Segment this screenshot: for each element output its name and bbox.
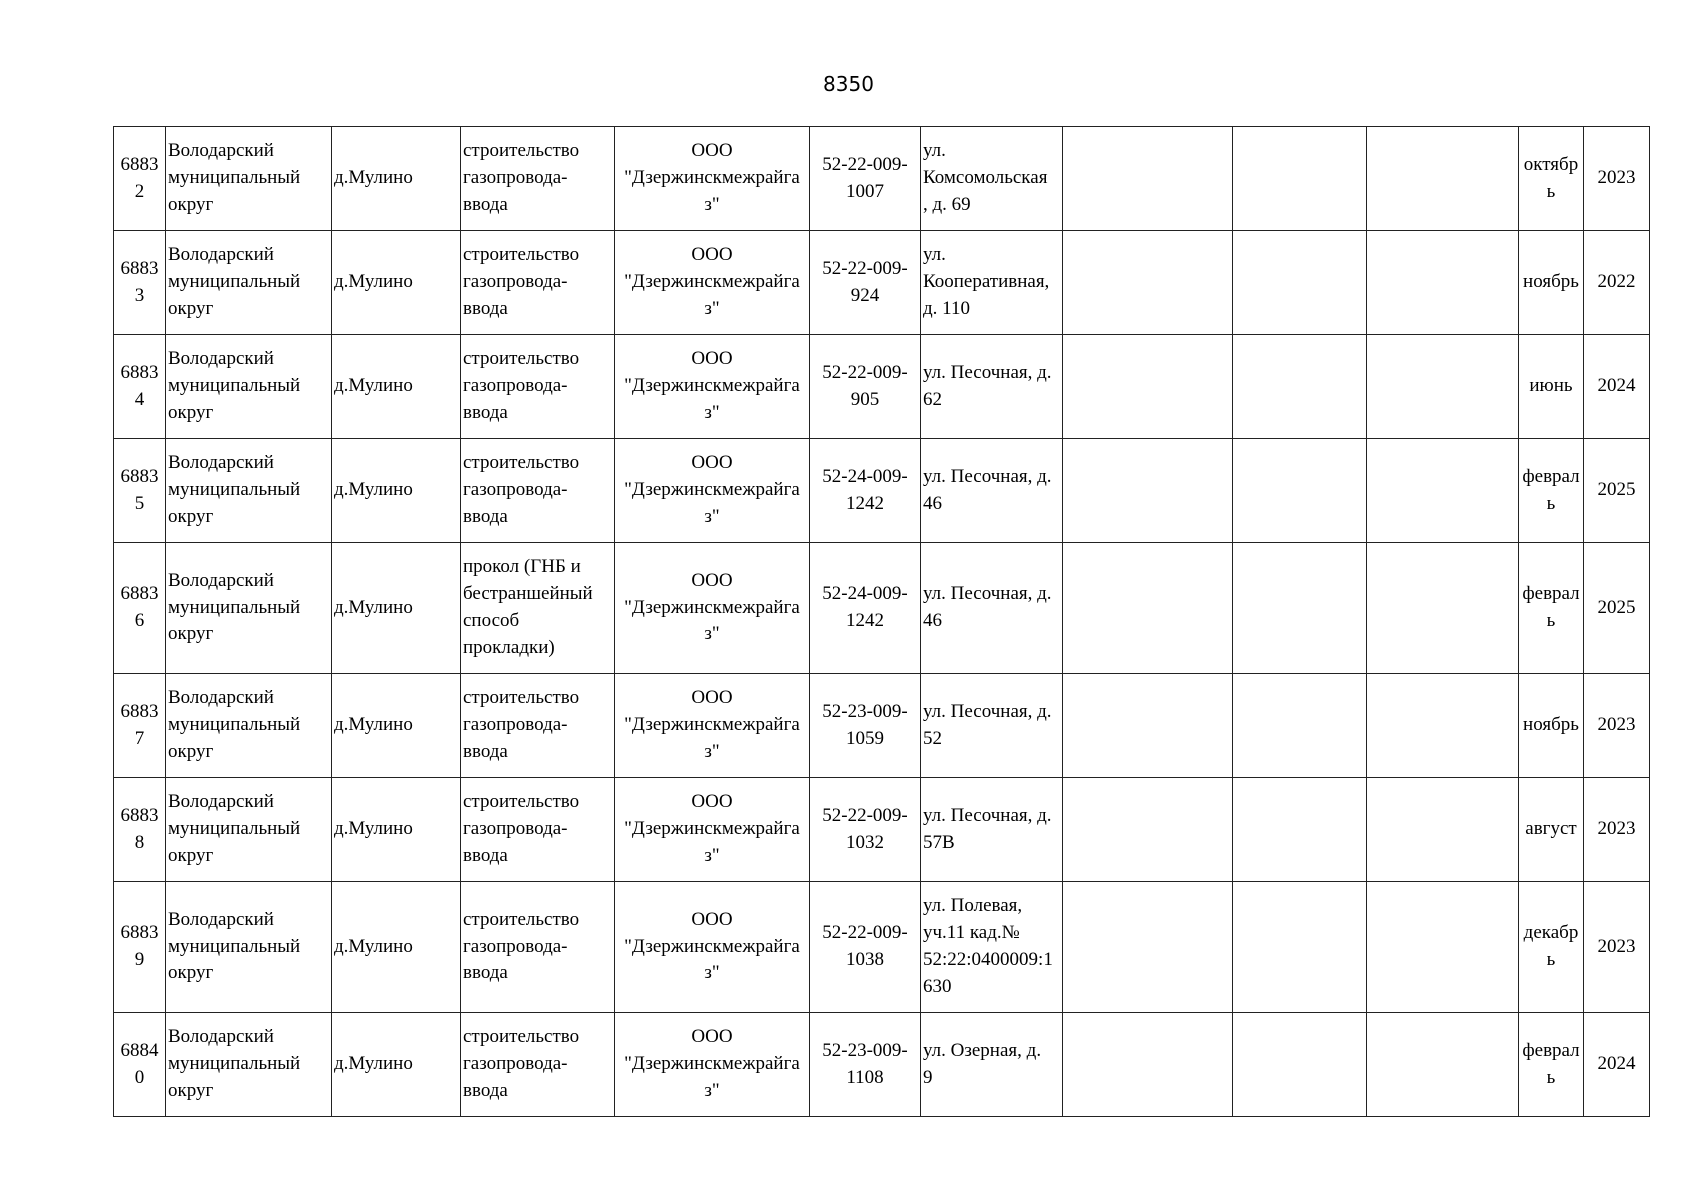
work-type-cell: строительство газопровода- ввода [461, 674, 615, 778]
month-cell: октябр ь [1519, 127, 1584, 231]
year-cell: 2023 [1584, 882, 1650, 1013]
table-row [114, 543, 1650, 674]
table-row [114, 778, 1650, 882]
table-row [114, 439, 1650, 543]
empty-cell [1233, 778, 1367, 882]
work-type-cell: строительство газопровода- ввода [461, 778, 615, 882]
empty-cell [1367, 231, 1519, 335]
organization-cell: ООО "Дзержинскмежрайга з" [615, 1013, 810, 1117]
permit-number-cell: 52-23-009- 1108 [810, 1013, 921, 1117]
row-number-cell: 6883 8 [114, 778, 166, 882]
permit-number-cell: 52-24-009- 1242 [810, 439, 921, 543]
empty-cell [1063, 439, 1233, 543]
locality-cell: д.Мулино [332, 778, 461, 882]
empty-cell [1063, 231, 1233, 335]
empty-cell [1233, 543, 1367, 674]
month-cell: феврал ь [1519, 543, 1584, 674]
organization-cell: ООО "Дзержинскмежрайга з" [615, 778, 810, 882]
address-cell: ул. Песочная, д. 62 [921, 335, 1063, 439]
year-cell: 2023 [1584, 778, 1650, 882]
table-row [114, 231, 1650, 335]
empty-cell [1367, 335, 1519, 439]
row-number-cell: 6884 0 [114, 1013, 166, 1117]
empty-cell [1233, 674, 1367, 778]
table-row [114, 335, 1650, 439]
month-cell: феврал ь [1519, 1013, 1584, 1117]
empty-cell [1063, 882, 1233, 1013]
address-cell: ул. Песочная, д. 46 [921, 543, 1063, 674]
row-number-cell: 6883 3 [114, 231, 166, 335]
district-cell: Володарский муниципальный округ [166, 439, 332, 543]
table-row [114, 127, 1650, 231]
district-cell: Володарский муниципальный округ [166, 231, 332, 335]
year-cell: 2024 [1584, 1013, 1650, 1117]
locality-cell: д.Мулино [332, 231, 461, 335]
organization-cell: ООО "Дзержинскмежрайга з" [615, 335, 810, 439]
empty-cell [1233, 335, 1367, 439]
empty-cell [1063, 335, 1233, 439]
month-cell: ноябрь [1519, 231, 1584, 335]
table-row [114, 1013, 1650, 1117]
row-number-cell: 6883 9 [114, 882, 166, 1013]
organization-cell: ООО "Дзержинскмежрайга з" [615, 231, 810, 335]
permit-number-cell: 52-22-009- 905 [810, 335, 921, 439]
month-cell: ноябрь [1519, 674, 1584, 778]
table-row [114, 674, 1650, 778]
empty-cell [1367, 778, 1519, 882]
work-type-cell: строительство газопровода- ввода [461, 231, 615, 335]
month-cell: июнь [1519, 335, 1584, 439]
locality-cell: д.Мулино [332, 439, 461, 543]
permits-table [113, 126, 1650, 1117]
district-cell: Володарский муниципальный округ [166, 778, 332, 882]
organization-cell: ООО "Дзержинскмежрайга з" [615, 882, 810, 1013]
work-type-cell: строительство газопровода- ввода [461, 335, 615, 439]
empty-cell [1367, 543, 1519, 674]
empty-cell [1367, 1013, 1519, 1117]
table-row [114, 882, 1650, 1013]
empty-cell [1233, 439, 1367, 543]
district-cell: Володарский муниципальный округ [166, 1013, 332, 1117]
row-number-cell: 6883 5 [114, 439, 166, 543]
empty-cell [1063, 543, 1233, 674]
empty-cell [1367, 882, 1519, 1013]
permit-number-cell: 52-22-009- 1007 [810, 127, 921, 231]
permit-number-cell: 52-22-009- 924 [810, 231, 921, 335]
empty-cell [1367, 439, 1519, 543]
locality-cell: д.Мулино [332, 674, 461, 778]
district-cell: Володарский муниципальный округ [166, 882, 332, 1013]
work-type-cell: строительство газопровода- ввода [461, 439, 615, 543]
permit-number-cell: 52-22-009- 1032 [810, 778, 921, 882]
work-type-cell: строительство газопровода- ввода [461, 882, 615, 1013]
address-cell: ул. Песочная, д. 46 [921, 439, 1063, 543]
organization-cell: ООО "Дзержинскмежрайга з" [615, 127, 810, 231]
address-cell: ул. Озерная, д. 9 [921, 1013, 1063, 1117]
locality-cell: д.Мулино [332, 1013, 461, 1117]
organization-cell: ООО "Дзержинскмежрайга з" [615, 543, 810, 674]
empty-cell [1233, 1013, 1367, 1117]
empty-cell [1063, 1013, 1233, 1117]
year-cell: 2025 [1584, 439, 1650, 543]
work-type-cell: строительство газопровода- ввода [461, 127, 615, 231]
empty-cell [1233, 882, 1367, 1013]
organization-cell: ООО "Дзержинскмежрайга з" [615, 439, 810, 543]
month-cell: феврал ь [1519, 439, 1584, 543]
year-cell: 2025 [1584, 543, 1650, 674]
address-cell: ул. Песочная, д. 52 [921, 674, 1063, 778]
month-cell: август [1519, 778, 1584, 882]
year-cell: 2023 [1584, 127, 1650, 231]
address-cell: ул. Комсомольская , д. 69 [921, 127, 1063, 231]
locality-cell: д.Мулино [332, 543, 461, 674]
district-cell: Володарский муниципальный округ [166, 127, 332, 231]
empty-cell [1063, 778, 1233, 882]
work-type-cell: строительство газопровода- ввода [461, 1013, 615, 1117]
district-cell: Володарский муниципальный округ [166, 543, 332, 674]
row-number-cell: 6883 4 [114, 335, 166, 439]
address-cell: ул. Полевая, уч.11 кад.№ 52:22:0400009:1 630 [921, 882, 1063, 1013]
year-cell: 2024 [1584, 335, 1650, 439]
empty-cell [1233, 231, 1367, 335]
work-type-cell: прокол (ГНБ и бестраншейный способ прокладки) [461, 543, 615, 674]
locality-cell: д.Мулино [332, 127, 461, 231]
year-cell: 2023 [1584, 674, 1650, 778]
month-cell: декабр ь [1519, 882, 1584, 1013]
row-number-cell: 6883 7 [114, 674, 166, 778]
district-cell: Володарский муниципальный округ [166, 335, 332, 439]
organization-cell: ООО "Дзержинскмежрайга з" [615, 674, 810, 778]
locality-cell: д.Мулино [332, 335, 461, 439]
row-number-cell: 6883 2 [114, 127, 166, 231]
empty-cell [1063, 127, 1233, 231]
empty-cell [1367, 127, 1519, 231]
permit-number-cell: 52-22-009- 1038 [810, 882, 921, 1013]
page-number: 8350 [823, 72, 874, 96]
locality-cell: д.Мулино [332, 882, 461, 1013]
district-cell: Володарский муниципальный округ [166, 674, 332, 778]
empty-cell [1233, 127, 1367, 231]
empty-cell [1063, 674, 1233, 778]
empty-cell [1367, 674, 1519, 778]
row-number-cell: 6883 6 [114, 543, 166, 674]
permit-number-cell: 52-23-009- 1059 [810, 674, 921, 778]
address-cell: ул. Кооперативная, д. 110 [921, 231, 1063, 335]
address-cell: ул. Песочная, д. 57В [921, 778, 1063, 882]
permit-number-cell: 52-24-009- 1242 [810, 543, 921, 674]
year-cell: 2022 [1584, 231, 1650, 335]
